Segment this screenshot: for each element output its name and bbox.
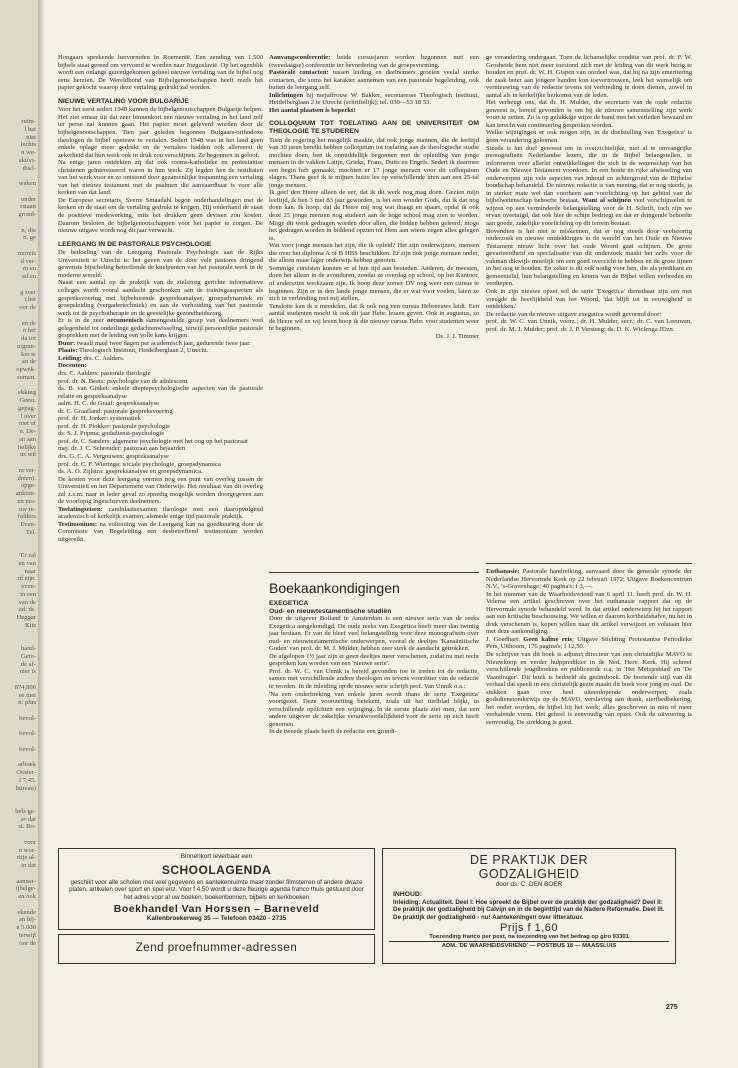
paragraph: In de tweede plaats heeft de redactie een grondi- xyxy=(269,728,397,736)
docenten-label: Docenten: xyxy=(58,362,87,370)
margin-fragment: ekking xyxy=(18,389,36,397)
margin-fragment: aanner- xyxy=(16,877,36,885)
paragraph: De kosten voor deze leergang vormen nog een punt van overleg tussen de Universiteit en het Departement van Onderwijs. Het resultaat van dit overleg zal z.s.m. naar in leder geval zo spoedig mogelijk worden doorgegeven aan de voorlopig ingeschreven deelnemers. xyxy=(58,475,263,506)
margin-fragment: Kits xyxy=(25,621,36,629)
paragraph: Steeds is het doel geweest om in overzichtelijke, niet al te omvangrijke monografieën Nederlandse lezers, die in de Bijbel belangstellen, te informeren over allerlei ontwikkelingen die zich in de wetenschap van het Oude en Nieuwe Testament voordoen. In een bonte en rijke afwisseling van onderwerpen zijn vele aspecten van inhoud en achtergrond van de Bijbelse boodschap behandeld. De nieuwe redactie is van mening, dat er nog steeds, ja in sterker mate wel dan voorheen aan voorlichting op het gebied van de bijbelwetenschap behoefte bestaat. Want al schijnen veel verschijnselen te wijzen op een verminderde belangstelling voor de H. Schrift, toch zijn we ervan overtuigd, dat ook hier de schijn bedriegt en dat er dringende behoefte aan goede, zakelijke voorlichting op dit terrein bestaat. xyxy=(486,144,692,228)
margin-fragment: en mo- xyxy=(17,497,36,505)
margin-fragment: Geest. xyxy=(19,397,36,404)
paragraph: Voor het eerst sedert 1948 kunnen de bijbelgenootschappen Bulgarije helpen. Het ziet ernaar uit dat zeer binnenkort een nieuwe vertaling in het land zelf ter perse zal kunnen gaan. Het papier moet geleverd worden door de bijbelgenootschappen. Tien jaar geleden begonnen Bulgaars-orthodoxe theologen de bijbel opnieuw te vertalen. Sedert 1948 was in het land geen enkele oplage meer gedrukt en de vertalers hadden ook allereerst de zekerheid dat hun werk ook in druk zou verschijnen. Ze begonnen in geloof. xyxy=(58,106,263,159)
page-number: 275 xyxy=(666,1004,678,1011)
paragraph: De redactie van de nieuwe uitgave exegetica wordt gevormd door: xyxy=(486,310,662,318)
paragraph: De bedoeling van de Leergang Pastorale Psychologie aan de Rijks Universiteit te Utrecht is: het geven van de door vele pastores dringend gewenste bijscholing betreffende de knelpunten van het pastorale werk in de moderne wereld. xyxy=(58,249,263,279)
docent-item: prof. dr. N. Beets: psychologie van de adolescent xyxy=(58,377,188,385)
margin-fragment: rd zijn. xyxy=(17,575,36,583)
margin-fragment: f 7,45. xyxy=(18,776,36,784)
margin-fragment: Gere- xyxy=(20,652,36,660)
margin-fragment: an de xyxy=(21,358,36,366)
schoolagenda-advertisement xyxy=(58,848,375,930)
paragraph: De Europese secretaris, Sverre Smaadahl begon onderhandelingen met de kerken en de staat om de vertaling gedrukt te krijgen. Hij onderhand de staat de positieve medewerking, mits het drukken geen devisen zou kosten. Daarom besloten de bijbelgenootschappen voor het papier te zorgen. De nieuwe uitgave wordt nog dit jaar verwacht. xyxy=(58,196,263,235)
plaats-line: Plaats: Theologisch Instituut, Heidelberglaan 2, Utrecht. xyxy=(58,347,209,355)
margin-fragment: n wor- xyxy=(18,846,36,854)
margin-fragment: bevol- xyxy=(19,730,36,738)
praktijk-godzaligheid-advertisement xyxy=(382,848,676,964)
aanvangs-line: Aanvangsconferentie: beide cursusjaren worden begonnen met een (tweedaagse) conferentie ter bevordering van de groepsvorming. xyxy=(269,54,479,69)
intro-paragraph: Hongaars sprekende hervormden in Roemenië. Een zending van 1.500 bijbels staat gereed om vervoerd te worden naar Joegoslavië. Op het ogenblik wordt een onlangs gereedgekomen geheel nieuwe vertaling van de bijbel nog eens herzien. De Wereldbond van Bijbelgenootschappen heeft reeds het papier gekocht waarop deze vertaling gedrukt zal worden. xyxy=(58,54,263,92)
margin-fragment: st. Bo- xyxy=(18,823,36,831)
margin-fragment: 'Er zal xyxy=(19,552,36,559)
margin-fragment: ad en xyxy=(21,273,36,280)
margin-fragment: aktivi- xyxy=(18,156,36,164)
paragraph: De schrijver van dit boek is adjunct directeur van een christelijke MAVO te Nieuwkoop en verder hulppredikier in de Ned. Herv. Kerk. Hij schreef verschillende jeugdboeken en publiceerde o.a. in 'Het Meisjesblad' en 'De Vaandrager'. Dit boek is bedoeld als gezinsboek. De boeiende stijl van dit verhaal dat speelt in een christelijk gezin maakt dit boek voor jong en oud. De stukken gaan over heel uiteenlopende onderwerpen, zoals godsdienstonderwijs op de MAVO, verslaving aan drank, sterfbedbekering, het onder worden, de bijbel bij het werk; alles geschreven in min of meer verhalende vorm. Het geheel is eenvoudig van opzet. Ook de uitvoering is eenvoudig. De strekking is goed. xyxy=(486,651,692,726)
margin-fragment: rtije al- xyxy=(16,854,36,862)
margin-fragment: ekende xyxy=(17,908,36,916)
docent-item: dr. C. Graafland: pastorale gespreksvoering xyxy=(58,407,173,415)
margin-fragment: g zeer xyxy=(20,288,36,296)
paragraph: Wat voor jonge mensen het zijn, die ik opleid? Het zijn onderwijzers, mensen die over het diploma A of B HBS beschikken. Er zijn ook jonge mensen onder, die alleen maar lager onderwijs hebben genoten. xyxy=(269,242,479,265)
paragraph: Toen de regering het mogelijk maakte, dat ook jonge mannen, die de leeftijd van 30 jaren bereikt hebben colloquium tot toelating aan de theologische studie mochten doen, ben ik onmiddellijk begonnen met de opleiding van jonge mensen in de vakken Latijn, Grieks, Frans, Duits en Engels. Sedert ik daarmee een begin heb gemaakt, mochten er 17 jonge mensen voor dit colloquium slagen. Thans geef ik te mijnen huize les op verschillende uren aan een 25-tal jonge mensen. xyxy=(269,136,479,189)
ad-store: Boekhandel Van Horssen – Barneveld xyxy=(113,903,320,916)
docent-item: ds. S. J. Popma: godsdienst-psychologie xyxy=(58,430,165,438)
margin-fragment: an aan xyxy=(18,435,36,443)
signature: Ds. J. J. Timmer xyxy=(435,332,479,340)
ad-address: Kallenbroekerweg 35 — Telefoon 03420 - 2735 xyxy=(146,915,287,923)
margin-fragment: n. ge xyxy=(23,234,36,242)
paragraph: In het nummer van de Waarheidsvriend van 6 april 11. heeft prof. dr. W. H. Velema een artikel geschreven over het euthanasie rapport dat op de Hervormde synode behandeld werd. In dat artikel onderwierp hij het rapport aan een kritische beschouwing. We willen er daarom kortheidshalve, nu het in druk verschenen is, kopen willen naar dit artikel verwijzen en volstaan hier met deze aankondiging. xyxy=(486,590,692,636)
margin-fragment: in een xyxy=(20,590,36,598)
margin-fragment: bureau) xyxy=(15,784,36,792)
heading-colloquium: COLLOQUIUM TOT TOELATING AAN DE UNIVERSITEIT OM THEOLOGIE TE STUDEREN xyxy=(269,120,479,135)
margin-fragment: Ooster- xyxy=(16,769,36,776)
margin-fragment: m ver- xyxy=(18,466,36,474)
docent-item: drs. C. Aalders: pastorale theologie xyxy=(58,369,151,377)
ad-admin: ADM. 'DE WAARHEIDSVRIEND' — POSTBUS 18 — MAASSLUIS xyxy=(389,941,669,949)
margin-fragment: voor xyxy=(23,838,36,846)
margin-fragment: n. De- xyxy=(19,428,36,435)
column-3 xyxy=(486,54,692,559)
margin-fragment: opwek- xyxy=(16,366,36,373)
margin-fragment: 874,806 xyxy=(14,683,36,691)
ad-title-line-1: DE PRAKTIJK DER xyxy=(470,853,588,867)
margin-fragment: t het xyxy=(24,296,36,304)
margin-fragment: even- xyxy=(21,583,36,590)
ad-author: door ds. C. DEN BOER xyxy=(495,881,563,888)
margin-fragment: ruim- xyxy=(21,118,36,125)
margin-fragment: ud: ds. xyxy=(18,606,36,614)
paragraph: Naast een aantal op de praktijk van de zielszorg gerichte informatieve colleges wordt vooral aandacht geschonken aan de trainingsaspecten als gespreksvoering met bijbehorende gespreksanalyse, groepsdynamiek en groepsleiding (vergadertechniek) en aan de verhouding van het pastorale werk tot de psychotherapie en de geestelijke gezondheidszorg. xyxy=(58,279,263,317)
margin-fragment: doten). xyxy=(17,474,36,482)
margin-fragment: naar xyxy=(24,567,36,575)
margin-fragment: doel- xyxy=(22,164,36,172)
margin-fragment: oor de xyxy=(19,939,36,947)
margin-fragment: bevol- xyxy=(19,714,36,722)
margin-fragment: moreis xyxy=(18,249,36,257)
paragraph: prof. dr. W. C. van Unnik, voorz.; dr. H. Mulder, secr.; dr. C. van Leeuwen, prof. dr. M. J. Mulder; prof. dr. J. P. Versteeg; ds. D. K. Wiclenga JDzn. xyxy=(486,318,692,333)
margin-fragment: itelijke xyxy=(17,443,36,451)
margin-fragment: ee met xyxy=(18,691,36,699)
inlichtingen-line: Inlichtingen bij mejuffrouw W. Bakker, secretaresse Theologisch Instituut, Heidelberglaan 2 te Utrecht (schriftelijk); tel. 030—53 18 53. xyxy=(269,91,479,107)
margin-fragment: en de xyxy=(21,319,36,327)
margin-fragment: folders xyxy=(17,513,36,521)
margin-fragment: da tot xyxy=(21,335,36,342)
margin-fragment: terwijl xyxy=(18,931,36,939)
proefnummer-advertisement xyxy=(58,934,375,964)
toelating-line: Toelatingseisen: candidaatsexamen theologie met een daaropvolgend academisch of kerkelijk examen, alsmede enige tijd pastorale praktijk. xyxy=(58,505,263,521)
margin-fragment: an bij- xyxy=(18,916,36,924)
margin-fragment: de af- xyxy=(20,660,36,668)
paragraph: Welke wijzigingen er ook mogen zijn, in de doelstelling van 'Exegetica' is geen verandering gekomen. xyxy=(486,129,692,145)
margin-fragment: van de xyxy=(18,598,36,606)
paragraph: Er is in de zeer oecumenisch samengestelde groep van deelnemers veel gelegenheid tot onderlinge gedachtenwisseling, terwijl persoonlijke pastorale gesprekken met de leiding een volle kans krijgen. xyxy=(58,317,263,340)
heading-nieuwe-vertaling: NIEUWE VERTALING VOOR BULGARIJE xyxy=(58,97,189,105)
ad-inhoud: Inleiding: Actualiteit. Deel I: Hoe spreekt de Bijbel over de praktijk der godzaligheid? Deel II: De praktijk der godzaligheid bij Calvijn en in de beginttijd van de Nadere Reformatie. Deel III. De praktijk der godzaligheid - nu! Aantekeningen over litteratuur. xyxy=(393,899,665,921)
leiding-line: Leiding: drs. C. Aalders. xyxy=(58,354,125,362)
margin-fragment: somen. xyxy=(17,373,36,381)
margin-fragment: gepag- xyxy=(18,404,36,412)
testimonium-line: Testimonium: na voltooiing van de Leergang kan na goedkeuring door de Commissie van Begeleiding een desbetreffend testimonium worden uitgereikt. xyxy=(58,520,263,543)
euthanasie-line: Euthanasie: Pastorale handreiking, aanvaard door de generale synode der Nederlandse Hervormde Kerk op 22 februari 1972; Uitgave Boekencentrum N.V., 's-Gravenhage; 40 pagina's; f 3,—. xyxy=(486,568,692,591)
margin-fragment: m en xyxy=(22,265,36,273)
ad-body: geschikt voor alle scholen met veel gegevens en aantekenruimte maar zonder filmsterren of andere dwaze platen, artikelen over sport en spel enz. Voor f 4,50 wordt u deze fleurige agenda franco thuis gestuurd door het adres voor al uw boeken, boekenbonnen, bijbels en kerkboeken xyxy=(69,879,364,901)
margin-fragment: Heggar xyxy=(16,614,36,621)
ad-title: SCHOOLAGENDA xyxy=(161,863,272,877)
subheading-exegetica: EXEGETICA xyxy=(269,600,309,607)
margin-fragment: niet xyxy=(26,133,36,141)
margin-fragment: rstaan xyxy=(20,203,36,211)
margin-fragment: ankom- xyxy=(15,490,36,497)
paragraph: Tenslotte kan ik u meedelen, dat ik ook nog een cursus Hebreeuws leidt. Een aantal studenten mocht ik ook dit jaar Hebr. lessen geven. Ook in augustus, so de Heere wil en wij leven hoop ik die nieuwe cursus Hebr. voor studenten weer te beginnen. xyxy=(269,302,479,333)
margin-fragment: er dat xyxy=(21,815,36,823)
margin-fragment: hand- xyxy=(20,645,36,652)
docent-item: aalm. H. C. de Graaf: gespreksanalyse xyxy=(58,400,160,408)
docent-item: ds. B. van Ginkel: enkele dieptepsychologische aspecten van de pastorale relatie en gespreksanalyse xyxy=(58,385,263,400)
margin-fragment: uw re- xyxy=(18,505,36,513)
ad-title-line-2: GODZALIGHEID xyxy=(478,867,580,881)
paragraph: Na enige jaren ontdekten zij dat ook rooms-katholieke en protestantse christenen geïnteresseerd waren in hun werk. Zij legden hen de resultaten van het werk voor en zo ontstond door gezamenlijke inspanning een vertaling van het nieuwe testament met de psalmen die aanvaardbaar is voor alle kerken van dat land. xyxy=(58,159,263,197)
paragraph: Het verheugt ons, dat dr. H. Mulder, die secretaris van de oude redactie geweest is, bereid gevonden is om bij de nieuwe samenstelling zijn werk voort te zetten. Zo is op gelukkige wijze de band met het verleden bewaard en kan terecht van continuering gesproken worden. xyxy=(486,99,692,129)
margin-fragment: en van xyxy=(18,559,36,567)
section-heading-boekaankondigingen: Boekaankondigingen xyxy=(269,580,400,596)
ad-transfer: Toezending franco per post, na toezending van het bedrag op giro 93301 xyxy=(429,934,629,941)
margin-fragment: l over xyxy=(20,412,36,420)
margin-fragment: ijbelge- xyxy=(15,885,36,893)
margin-fragment: in dat xyxy=(21,862,36,869)
margin-fragment: us wil xyxy=(20,451,36,459)
paragraph: Ook in zijn nieuwe opzet wil de serie 'Exegetica' dienstbaar zijn om met vreugde de heerlijkheid van het Woord, 'dat blijft tot in eeuwigheid' te ontdekken.' xyxy=(486,287,692,311)
margin-fragment: en ook xyxy=(18,893,36,900)
margin-fragment: nier is xyxy=(19,668,36,676)
paragraph: Door de uitgever Bolland te Amsterdam is een nieuwe serie van de reeks Exegetica aangekondigd. De oude reeks van Exegetica heeft meer dan twintig jaar bestaan. Er van de bleef veel belangstelling voor deze monografieën over oud- en nieuwtestamentische onderwerpen, vooral de deeltjes 'Kanaänitische Goden' van prof. dr. M. J. Mulder, hebben zeer sterk de aandacht getrokken. xyxy=(269,615,479,653)
column-1 xyxy=(58,54,263,543)
margin-fragment: d ver- xyxy=(20,257,36,265)
margin-fragment: n 5.000 xyxy=(16,924,36,931)
paragraph: Ik geef den Heere alleen de eer, dat ik dit werk nog mag doen. Gezien mijn leeftijd, ik ben 3 mei 83 jaar geworden, is het een wonder Gods, dat ik dat nog doen kan. Ik hoop, dat de Heere mij nog wat draagt en spaart, opdat ik ook deze 25 jonge mensen nog studeert aan de hoge school mag zien te worden. Moge dit werk gedragen worden door allen, die bidden hebben geleerd; moge het gedragen worden in biddend opzien tot Hem aan wiens zegen alles gelegen is. xyxy=(269,189,479,242)
duur-line: Duur: twaalf maal twee dagen per academisch jaar, gedurende twee jaar. xyxy=(58,339,251,347)
ad-inhoud-label: INHOUD: xyxy=(393,891,423,898)
docent-item: drs. G. C. A. Vergouwen: gespreksanalyse xyxy=(58,452,169,460)
heading-leergang: LEERGANG IN DE PASTORALE PSYCHOLOGIE xyxy=(58,240,212,248)
ad-text: Zend proefnummer-adressen xyxy=(135,942,298,954)
magazine-page xyxy=(44,0,738,1068)
margin-fragment: n het xyxy=(22,327,36,335)
margin-fragment: arboek xyxy=(18,761,36,769)
margin-fragment: n: plus xyxy=(18,699,36,707)
paragraph: ge verandering ondergaan. Toen de lichamelijke conditie van prof. dr. F. W. Grosheide hem niet meer toestond zich met de leiding van dit werk bezig te houden en prof. dr. W. H. Gispen van oordeel was, dat hij na zijn emeritering de zaak beter aan jongere handen kon toevertrouwen, leek het wenselijk om vernieuwing van de redactie tevens tot verbreding te doen dienen, zowel in aantal als in kerkelijke herkomst van de leden. xyxy=(486,54,692,99)
plaatsen-notice: Het aantal plaatsen is beperkt! xyxy=(269,106,356,114)
paragraph: Bovendien is het niet te miskennen, dat er nog steeds door veelsoortig onderzoek en nieuwe ontdekkingen in de wereld van het Oude en Nieuwe Testament nieuw licht over het oude Woord gaat schijnen. De grote gevarieerdheid en specialisatie van dit onderzoek maakt het zelfs voor de vakman dikwijls moeilijk om een goed overzicht te hebben en de grote lijnen in het oog te houden. En zeker is dit ook nodig voor hen, die als predikant en gemeentelid, hun belangstelling en kennis van de Bijbel willen verbreden en verdiepen. xyxy=(486,227,692,288)
margin-fragment: Evan- xyxy=(20,521,36,528)
margin-fragment: opge- xyxy=(20,482,36,490)
margin-fragment: oor de xyxy=(19,304,36,311)
margin-fragment: lechts xyxy=(20,141,36,149)
ad-intro: Binnenkort leverbaar een xyxy=(180,853,253,860)
paragraph: Sommige cursisten kunnen er al hun tijd aan besteden. Anderen, de meesten, doen het alleen in de avonduren, zondat ze overdag op school, op het Kantoor, of anderszins werkzaam zijn. Ik hoop deze zomer DV nog weer een cursus te beginnen. Zijn er in den lande jonge mensen, die er wat voor voelen, laten ze zich in verbinding met mij stellen. xyxy=(269,264,479,303)
ad-price: Prijs f 1,60 xyxy=(500,922,558,935)
docent-item: prof. dr. C. F. Wieringa: sociale psychologie, groepsdynamica xyxy=(58,460,221,468)
docent-item: prof. dr. C. Sanders: algemene psychologie met het oog op het pastoraat xyxy=(58,437,248,445)
paragraph: De afgelopen 1½ jaar zijn er geen deeltjes meer verschenen, zodat nu met recht gesproken kan worden van een 'nieuwe serie'. xyxy=(269,652,479,668)
paragraph: Prof. dr. W. C. van Unnik is bereid gevonden toe te treden tot de redactie, samen met verschillende andere theologen en tevens voorzitter van de redactie te worden. In de inleiding op de nieuwe serie schrijft prof. Van Unnik o.a.: xyxy=(269,667,479,691)
docent-item: prof. dr. H. Plokker: pastorale psychologie xyxy=(58,422,171,430)
previous-page-margin xyxy=(0,0,38,1068)
margin-fragment: Tel. xyxy=(26,528,36,536)
margin-fragment: n, die xyxy=(21,226,36,234)
docent-item: ds. A. O. Zijlstra: gespreksanalyse en groepsdynamica. xyxy=(58,468,203,476)
margin-fragment: niet of xyxy=(18,420,36,428)
column-3-lower xyxy=(486,568,692,830)
margin-fragment: waken xyxy=(18,180,36,187)
margin-fragment: grond- xyxy=(18,211,36,218)
geen-kalme-reis-line: J. Goedhart: Geen kalme reis; Uitgave Stichting Protestantse Periodieke Pers, Uithoorn, 176 pagina's; f 12,50. xyxy=(486,635,692,651)
margin-fragment: bels ge- xyxy=(15,807,36,815)
margin-fragment: ker te xyxy=(21,350,36,358)
margin-fragment: n we- xyxy=(21,149,36,156)
divider-line xyxy=(486,563,692,564)
docent-item: prof. dr. H. Jonker: systematiek xyxy=(58,415,141,423)
margin-fragment: onder xyxy=(20,195,36,203)
margin-fragment: uigran- xyxy=(16,342,36,350)
column-2 xyxy=(269,54,479,464)
margin-fragment: l het xyxy=(24,125,36,133)
column-2-lower xyxy=(269,600,479,828)
paragraph: 'Na een onderbreking van enkele jaren wordt thans de serie 'Exegetica' voortgezet. Deze voortzetting betekent, zoals uit het titelblad blijkt, in verschillende opzichten een wijziging. In de eerste plaats ziet men, dat een andere uitgever de zakelijke verantwoordelijkheid voor de serie op zich heeft genomen. xyxy=(269,690,479,728)
docent-item: mej. dr. J. C. Schreuder: pastoraat aan bejaarden xyxy=(58,445,186,453)
pastorale-line: Pastorale contacten: tussen leiding en deelnemers groeien veelal sterke contacten, die soms het karakter aannemen van een pastorale begeleiding, ook buiten de leergang zelf. xyxy=(269,69,479,92)
subheading-studien: Oud- en nieuwtestamentische studiën xyxy=(269,607,392,615)
margin-fragment: bevol- xyxy=(19,745,36,753)
divider-line xyxy=(269,572,479,573)
